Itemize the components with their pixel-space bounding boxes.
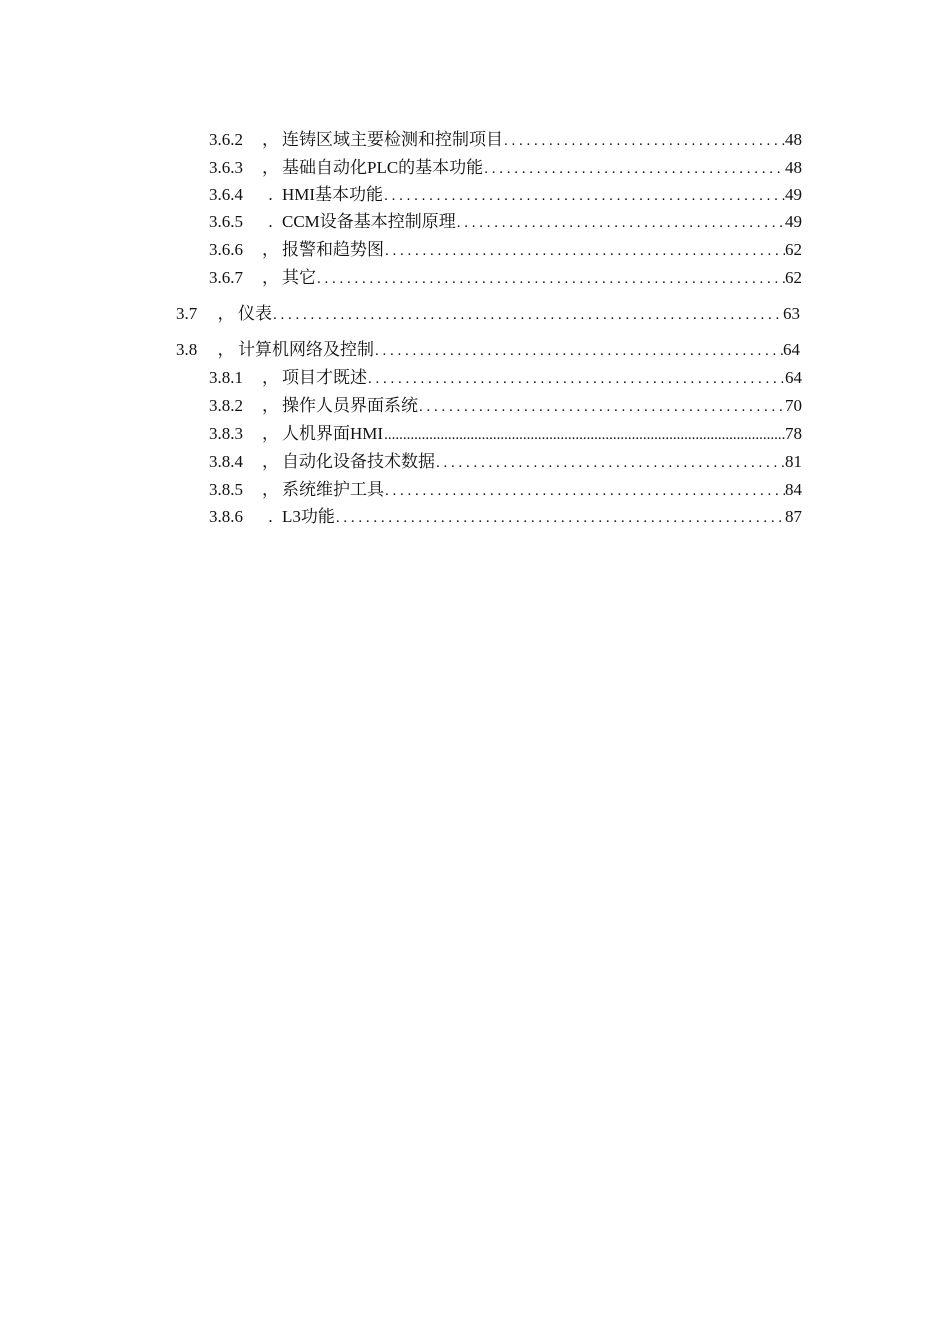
toc-entry-page: 63 <box>783 304 800 323</box>
toc-entry-number: 3.8.1 <box>209 368 243 387</box>
toc-entry-title: 其它 <box>282 268 316 287</box>
toc-entry-number: 3.7 <box>176 304 198 323</box>
toc-entry-title: 系统维护工具 <box>282 480 384 499</box>
toc-entry-separator: ， <box>262 130 279 149</box>
toc-entry-page: 48 <box>785 158 802 177</box>
toc-entry-3-8-5[interactable] <box>209 478 802 502</box>
toc-dot-leader <box>456 211 785 235</box>
toc-entry-number: 3.8.4 <box>209 452 243 471</box>
toc-entry-3-6-6[interactable] <box>209 238 802 262</box>
toc-entry-page: 49 <box>785 212 802 231</box>
toc-entry-number: 3.6.6 <box>209 240 243 259</box>
toc-dot-leader <box>383 184 785 208</box>
toc-entry-page: 62 <box>785 268 802 287</box>
toc-entry-page: 87 <box>785 507 802 526</box>
toc-dot-leader <box>384 479 785 503</box>
toc-dot-leader <box>483 157 785 181</box>
toc-entry-title: 人机界面HMI <box>282 424 384 443</box>
toc-entry-separator: ， <box>262 158 279 177</box>
toc-dot-leader <box>503 129 785 153</box>
toc-entry-page: 49 <box>785 185 802 204</box>
toc-entry-page: 84 <box>785 480 802 499</box>
toc-entry-3-7[interactable] <box>176 302 800 326</box>
toc-entry-page: 70 <box>785 396 802 415</box>
toc-entry-separator: ， <box>262 480 279 499</box>
toc-dot-leader <box>384 239 785 263</box>
toc-entry-separator: ， <box>262 396 279 415</box>
toc-entry-separator: ， <box>262 452 279 471</box>
toc-entry-title: 操作人员界面系统 <box>282 396 418 415</box>
toc-dot-leader <box>335 506 785 530</box>
toc-dot-leader <box>367 367 785 391</box>
toc-entry-number: 3.8 <box>176 340 198 359</box>
toc-entry-3-6-3[interactable] <box>209 156 802 180</box>
toc-entry-separator: . <box>268 507 273 526</box>
toc-entry-number: 3.8.5 <box>209 480 243 499</box>
toc-dot-leader <box>418 395 785 419</box>
toc-entry-number: 3.6.2 <box>209 130 243 149</box>
toc-entry-number: 3.6.3 <box>209 158 243 177</box>
toc-entry-page: 62 <box>785 240 802 259</box>
toc-entry-title: 基础自动化PLC的基本功能 <box>282 158 484 177</box>
toc-entry-title: 自动化设备技术数据 <box>282 452 435 471</box>
toc-entry-page: 64 <box>783 340 800 359</box>
toc-entry-title: HMI基本功能 <box>282 185 384 204</box>
toc-entry-3-8-3[interactable] <box>209 422 802 446</box>
toc-entry-page: 48 <box>785 130 802 149</box>
toc-dot-leader <box>383 423 785 447</box>
toc-entry-3-8[interactable] <box>176 338 800 362</box>
toc-entry-title: 报警和趋势图 <box>282 240 384 259</box>
toc-entry-separator: ， <box>217 304 235 323</box>
toc-entry-separator: ， <box>262 268 279 287</box>
toc-entry-page: 64 <box>785 368 802 387</box>
toc-entry-separator: ， <box>262 424 279 443</box>
toc-entry-title: 仪表 <box>238 304 272 323</box>
toc-entry-3-8-2[interactable] <box>209 394 802 418</box>
toc-entry-separator: . <box>268 185 273 204</box>
toc-entry-separator: . <box>268 212 273 231</box>
toc-dot-leader <box>272 303 783 327</box>
toc-entry-number: 3.6.4 <box>209 185 243 204</box>
toc-entry-3-6-5[interactable] <box>209 210 802 234</box>
toc-entry-title: CCM设备基本控制原理 <box>282 212 456 231</box>
toc-entry-title: 计算机网络及控制 <box>238 340 374 359</box>
toc-entry-number: 3.8.6 <box>209 507 243 526</box>
toc-entry-title: 项目才既述 <box>282 368 367 387</box>
toc-entry-number: 3.6.5 <box>209 212 243 231</box>
toc-entry-3-8-4[interactable] <box>209 450 802 474</box>
toc-entry-3-6-4[interactable] <box>209 183 802 207</box>
toc-entry-3-6-7[interactable] <box>209 266 802 290</box>
toc-entry-3-8-6[interactable] <box>209 505 802 529</box>
toc-entry-number: 3.8.2 <box>209 396 243 415</box>
toc-entry-title: 连铸区域主要检测和控制项目 <box>282 130 503 149</box>
toc-entry-number: 3.8.3 <box>209 424 243 443</box>
toc-entry-number: 3.6.7 <box>209 268 243 287</box>
toc-entry-separator: ， <box>217 340 235 359</box>
toc-entry-separator: ， <box>262 368 279 387</box>
toc-entry-page: 78 <box>785 424 802 443</box>
toc-entry-separator: ， <box>262 240 279 259</box>
toc-entry-title: L3功能 <box>282 507 335 526</box>
toc-entry-3-6-2[interactable] <box>209 128 802 152</box>
toc-dot-leader <box>374 339 783 363</box>
toc-dot-leader <box>435 451 785 475</box>
toc-entry-page: 81 <box>785 452 802 471</box>
toc-dot-leader <box>316 267 785 291</box>
toc-entry-3-8-1[interactable] <box>209 366 802 390</box>
